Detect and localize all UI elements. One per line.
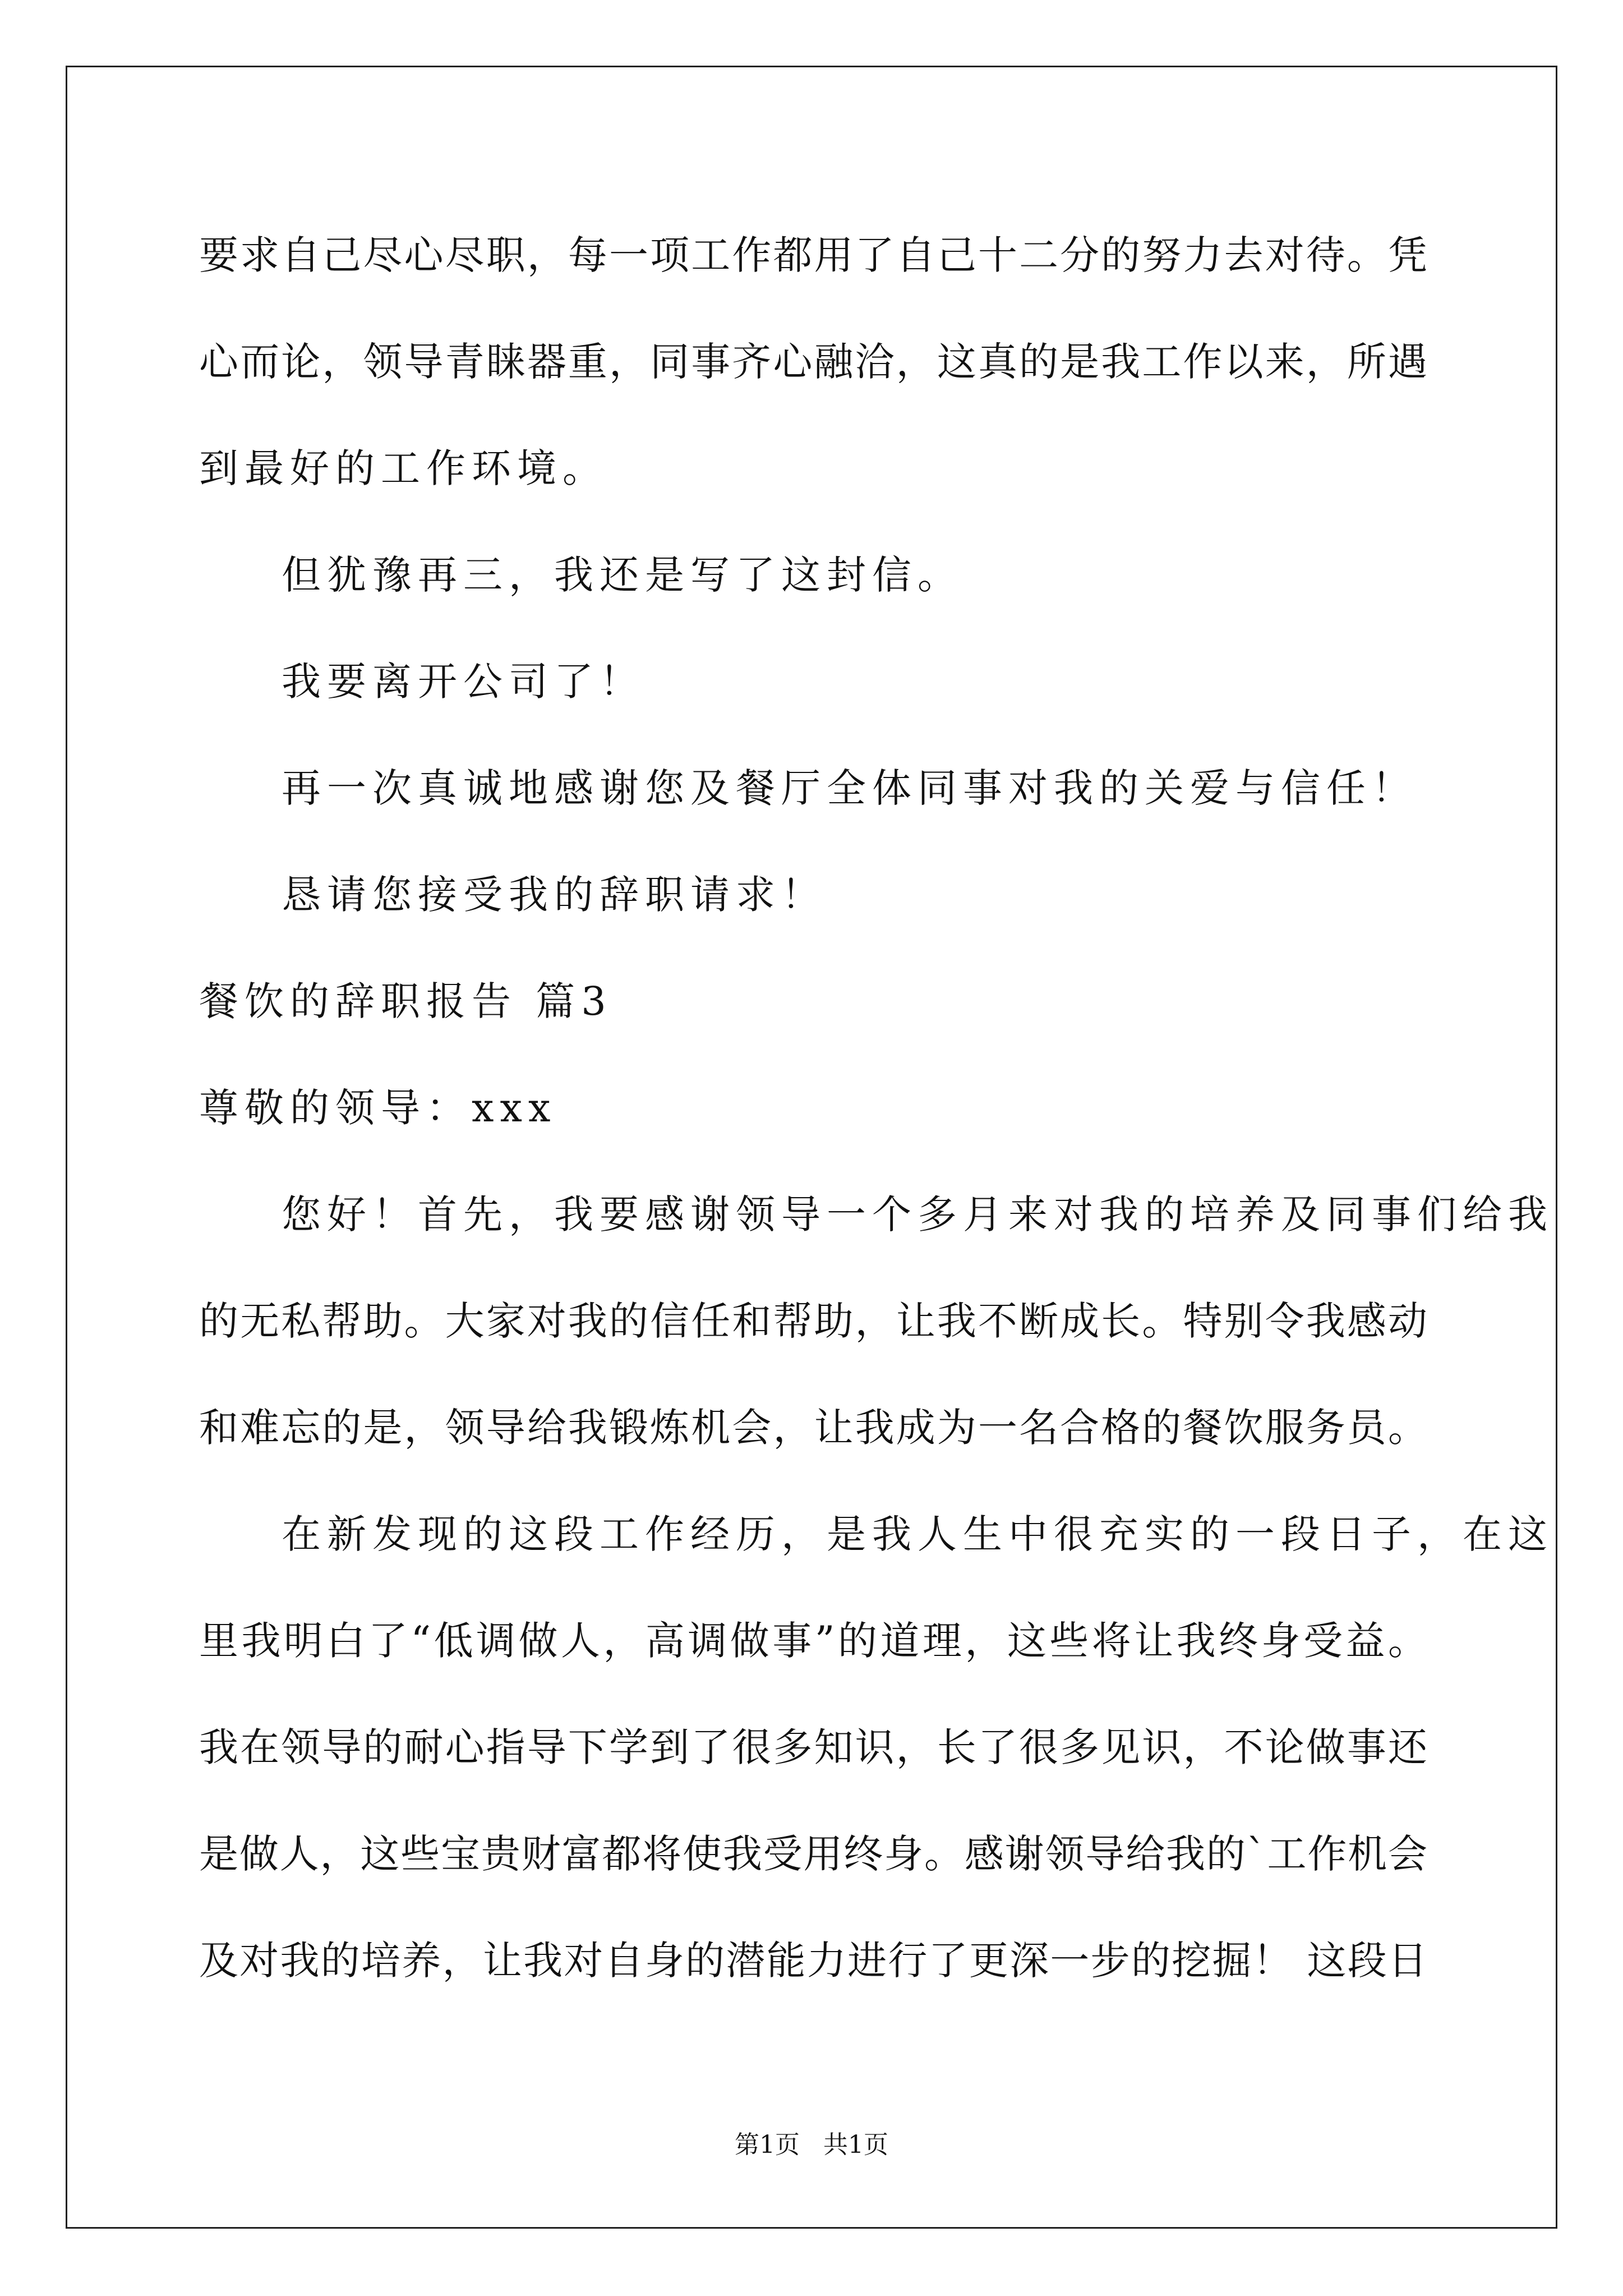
body-text-line: 和难忘的是，领导给我锻炼机会，让我成为一名合格的餐饮服务员。 — [199, 1405, 1427, 1451]
body-text-line: 心而论，领导青睐器重，同事齐心融洽，这真的是我工作以来，所遇 — [199, 339, 1427, 385]
body-text-line: 到最好的工作环境。 — [199, 445, 608, 491]
page-frame — [66, 66, 1557, 2229]
body-text-line: 恳请您接受我的辞职请求！ — [282, 872, 827, 918]
body-text-line: 是做人，这些宝贵财富都将使我受用终身。感谢领导给我的`工作机会 — [199, 1831, 1427, 1877]
body-text-line: 在新发现的这段工作经历，是我人生中很充实的一段日子，在这 — [282, 1511, 1553, 1557]
body-text-line: 我在领导的耐心指导下学到了很多知识，长了很多见识，不论做事还 — [199, 1724, 1427, 1770]
body-text-line: 您好！首先，我要感谢领导一个多月来对我的培养及同事们给我 — [282, 1191, 1553, 1237]
salutation: 尊敬的领导：xxx — [199, 1085, 557, 1131]
body-text-line: 再一次真诚地感谢您及餐厅全体同事对我的关爱与信任！ — [282, 765, 1417, 811]
body-text-line: 我要离开公司了！ — [282, 659, 645, 705]
body-text-line: 里我明白了“低调做人，高调做事”的道理，这些将让我终身受益。 — [199, 1618, 1427, 1664]
body-text-line: 及对我的培养，让我对自身的潜能力进行了更深一步的挖掘！ 这段日 — [199, 1938, 1427, 1984]
section-heading: 餐饮的辞职报告 篇3 — [199, 978, 612, 1024]
page-footer: 第1页 共1页 — [735, 2131, 888, 2159]
body-text-line: 要求自己尽心尽职，每一项工作都用了自己十二分的努力去对待。凭 — [199, 232, 1427, 278]
body-text-line: 但犹豫再三，我还是写了这封信。 — [282, 552, 963, 598]
body-text-line: 的无私帮助。大家对我的信任和帮助，让我不断成长。特别令我感动 — [199, 1298, 1427, 1344]
